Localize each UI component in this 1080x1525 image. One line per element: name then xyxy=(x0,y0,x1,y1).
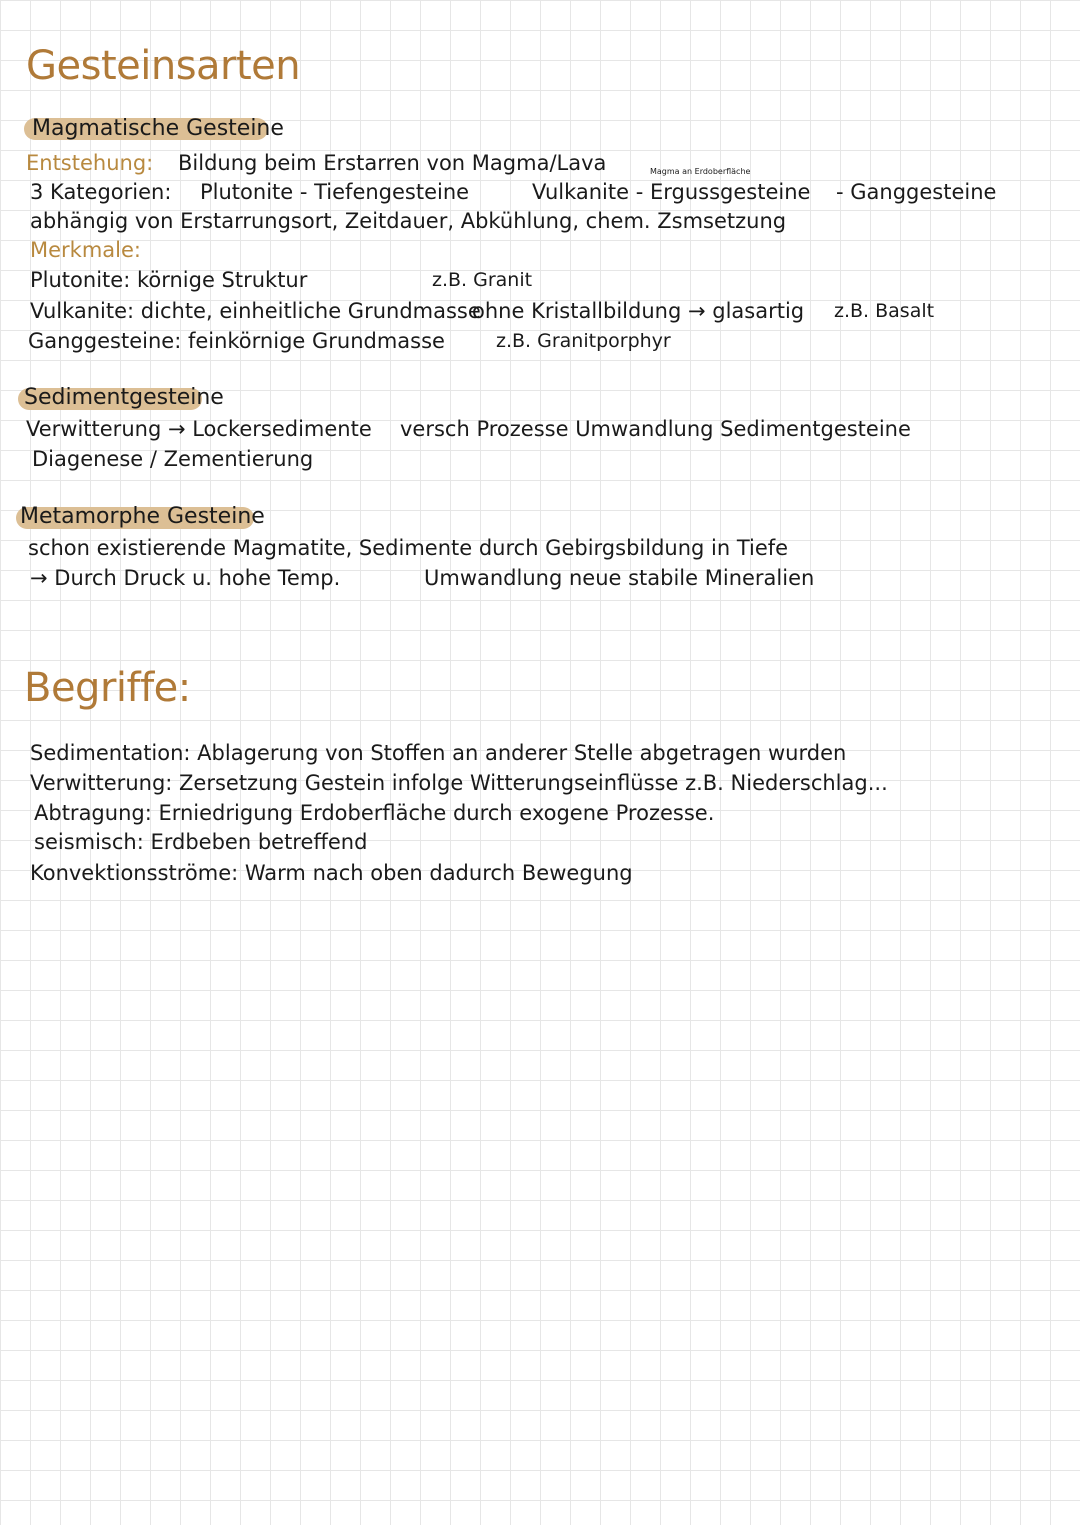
plutonite-desc: Plutonite: körnige Struktur xyxy=(30,268,308,292)
vulkanite-mid: ohne Kristallbildung → glasartig xyxy=(472,299,805,323)
gang-desc: Ganggesteine: feinkörnige Grundmasse xyxy=(28,329,445,353)
sediment-prozesse: versch Prozesse Umwandlung Sedimentgesteine xyxy=(400,417,911,441)
vulkanite-desc: Vulkanite: dichte, einheitliche Grundmasse xyxy=(30,299,481,323)
begriff-item: Konvektionsströme: Warm nach oben dadurch Bewegung xyxy=(30,861,633,885)
metamorph-line-2b: Umwandlung neue stabile Mineralien xyxy=(424,566,815,590)
vulkanite-example: z.B. Basalt xyxy=(834,300,935,322)
page-title: Gesteinsarten xyxy=(26,43,301,89)
plutonite-example: z.B. Granit xyxy=(432,269,533,291)
begriff-item: Sedimentation: Ablagerung von Stoffen an anderer Stelle abgetragen wurden xyxy=(30,741,847,765)
section-heading-magmatisch: Magmatische Gesteine xyxy=(32,116,284,141)
sediment-diagenese: Diagenese / Zementierung xyxy=(32,447,314,471)
begriff-item: seismisch: Erdbeben betreffend xyxy=(34,830,368,854)
metamorph-line-2a: → Durch Druck u. hohe Temp. xyxy=(30,566,341,590)
begriff-item: Verwitterung: Zersetzung Gestein infolge Witterungseinflüsse z.B. Niederschlag... xyxy=(30,771,888,795)
entstehung-text: Bildung beim Erstarren von Magma/Lava xyxy=(178,151,607,175)
entstehung-label: Entstehung: xyxy=(26,151,154,175)
note-small: Magma an Erdoberfläche xyxy=(650,167,751,176)
metamorph-line-1: schon existierende Magmatite, Sedimente durch Gebirgsbildung in Tiefe xyxy=(28,536,789,560)
kategorie-plutonite: Plutonite - Tiefengesteine xyxy=(200,180,470,204)
sediment-verwitterung: Verwitterung → Lockersedimente xyxy=(26,417,372,441)
kategorie-ganggesteine: - Ganggesteine xyxy=(836,180,997,204)
begriffe-heading: Begriffe: xyxy=(24,665,191,711)
gang-example: z.B. Granitporphyr xyxy=(496,330,671,352)
abhaengig-text: abhängig von Erstarrungsort, Zeitdauer, Abkühlung, chem. Zsmsetzung xyxy=(30,209,787,233)
kategorien-label: 3 Kategorien: xyxy=(30,180,172,204)
kategorie-vulkanite: Vulkanite - Ergussgesteine xyxy=(532,180,811,204)
begriff-item: Abtragung: Erniedrigung Erdoberfläche durch exogene Prozesse. xyxy=(34,801,715,825)
section-heading-sediment: Sedimentgesteine xyxy=(24,385,224,410)
section-heading-metamorph: Metamorphe Gesteine xyxy=(20,504,265,529)
merkmale-label: Merkmale: xyxy=(30,238,141,262)
